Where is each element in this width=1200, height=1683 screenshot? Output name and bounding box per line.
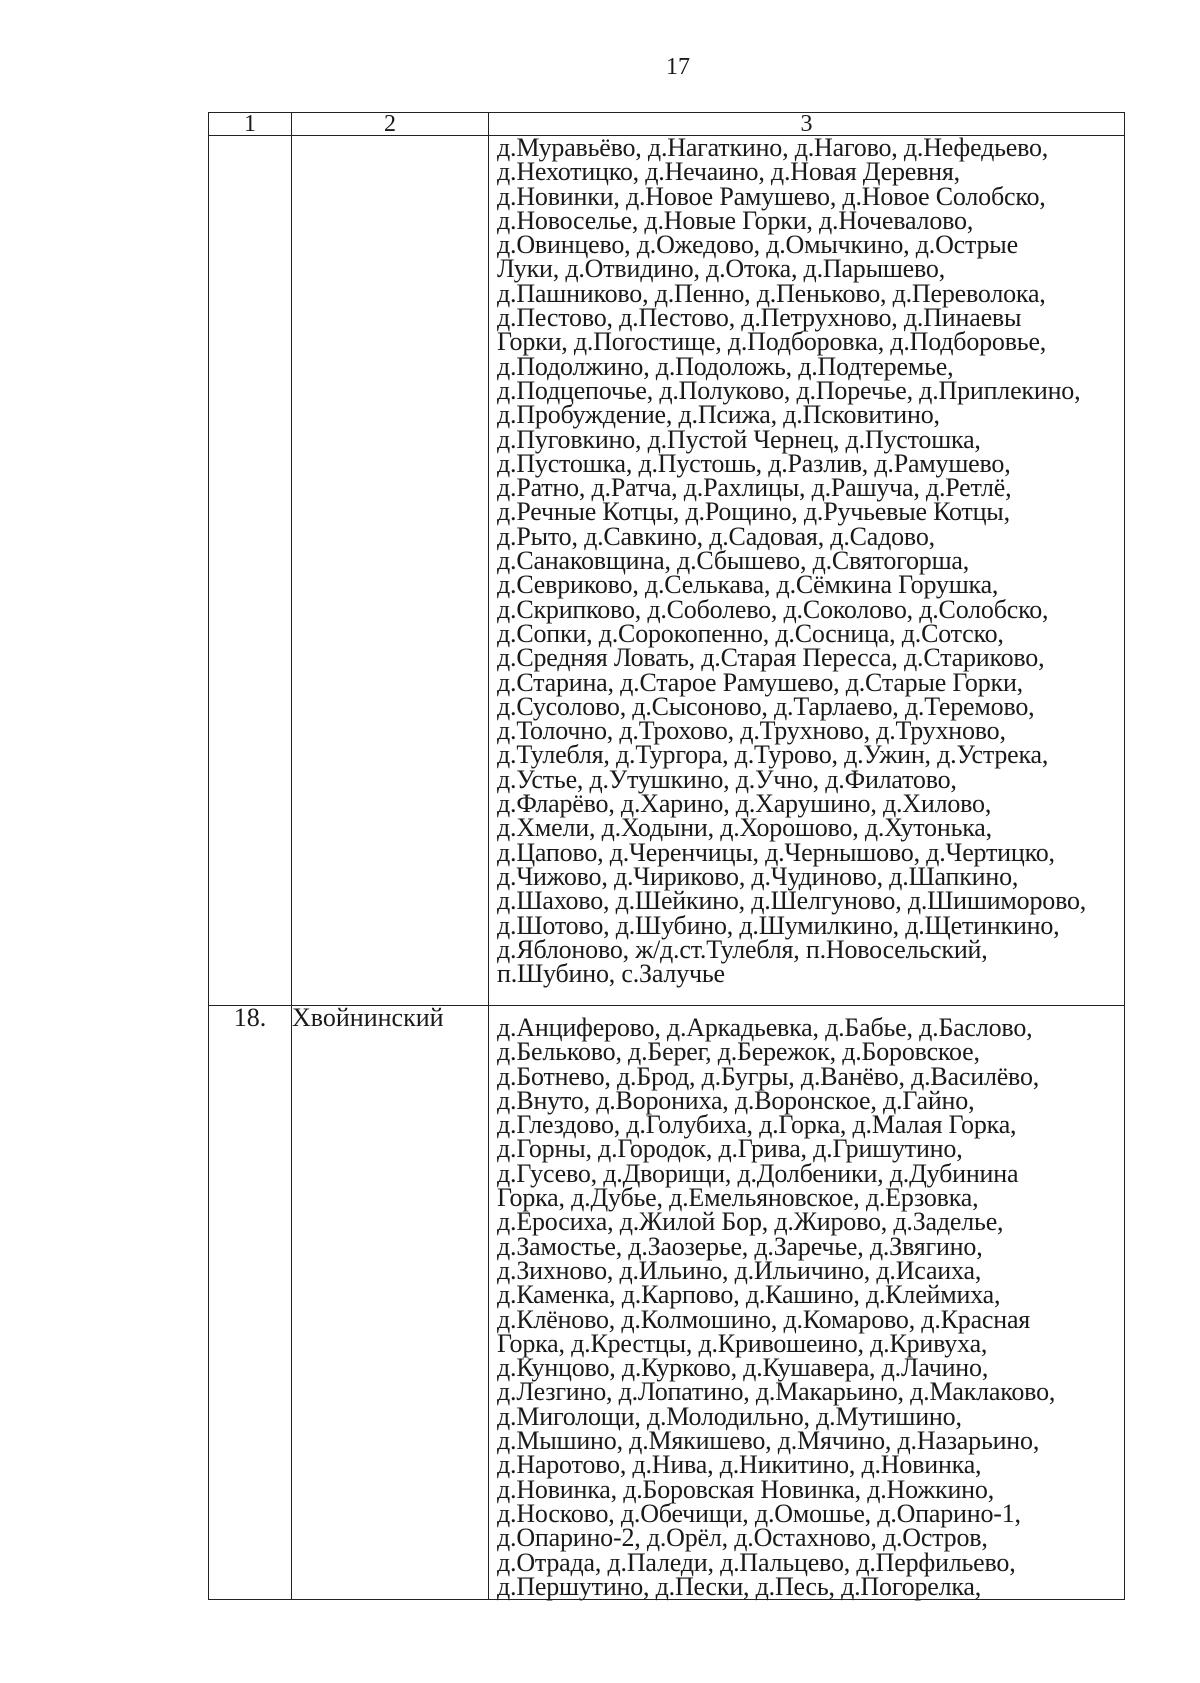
settlement-line: Горка, д.Дубье, д.Емельяновское, д.Ерзовка, [497, 1183, 979, 1213]
settlement-line: д.Нехотицко, д.Нечаино, д.Новая Деревня, [497, 157, 960, 187]
settlement-line: д.Пестово, д.Пестово, д.Петрухново, д.Пинаевы [497, 303, 1022, 333]
table-row [209, 136, 1125, 1006]
settlement-line: д.Мышино, д.Мякишево, д.Мячино, д.Назарьино, [497, 1426, 1040, 1456]
settlement-line: д.Ботнево, д.Брод, д.Бугры, д.Ванёво, д.Василёво, [497, 1061, 1040, 1091]
district-name: Хвойнинский [292, 1006, 489, 1600]
settlement-line: д.Ратно, д.Ратча, д.Рахлицы, д.Рашуча, д.Ретлё, [497, 473, 1012, 503]
settlements-cell [489, 1006, 1125, 1600]
page-number: 17 [666, 54, 690, 80]
settlement-line: д.Яблоново, ж/д.ст.Тулебля, п.Новосельский, [497, 934, 988, 964]
table-row [209, 1006, 1125, 1600]
settlement-line: д.Средняя Ловать, д.Старая Пересса, д.Стариково, [497, 643, 1045, 673]
settlement-line: д.Зихново, д.Ильино, д.Ильичино, д.Исаиха, [497, 1255, 982, 1285]
settlement-line: д.Речные Котцы, д.Рощино, д.Ручьевые Котцы, [497, 497, 1010, 527]
settlement-line: д.Хмели, д.Ходыни, д.Хорошово, д.Хутонька, [497, 813, 992, 843]
settlement-line: д.Новинка, д.Боровская Новинка, д.Ножкино, [497, 1474, 994, 1504]
settlement-line: д.Внуто, д.Ворониха, д.Воронское, д.Гайно, [497, 1085, 975, 1115]
settlement-line: д.Пуговкино, д.Пустой Чернец, д.Пустошка, [497, 424, 981, 454]
settlements-list [489, 133, 1124, 989]
settlement-line: Горка, д.Крестцы, д.Кривошеино, д.Кривуха, [497, 1328, 988, 1358]
row-number: 18. [209, 1006, 292, 1600]
settlement-line: д.Гусево, д.Дворищи, д.Долбеники, д.Дубинина [497, 1158, 1019, 1188]
settlement-line: д.Новоселье, д.Новые Горки, д.Ночевалово, [497, 205, 974, 235]
settlement-line: Горки, д.Погостище, д.Подборовка, д.Подборовье, [497, 327, 1047, 357]
settlement-line: д.Пробуждение, д.Псижа, д.Псковитино, [497, 400, 940, 430]
settlement-line: д.Отрада, д.Паледи, д.Пальцево, д.Перфильево, [497, 1547, 1016, 1577]
settlement-line: д.Рыто, д.Савкино, д.Садовая, д.Садово, [497, 521, 935, 551]
header-col-2: 2 [292, 113, 489, 136]
settlement-line: д.Анциферово, д.Аркадьевка, д.Бабье, д.Баслово, [497, 1013, 1033, 1042]
settlements-table [208, 112, 1125, 1600]
settlement-line: д.Замостье, д.Заозерье, д.Заречье, д.Звягино, [497, 1231, 983, 1261]
settlement-line: д.Подолжино, д.Подоложь, д.Подтеремье, [497, 351, 954, 381]
settlement-line: д.Чижово, д.Чириково, д.Чудиново, д.Шапкино, [497, 861, 1019, 891]
settlement-line: д.Овинцево, д.Ожедово, д.Омычкино, д.Острые [497, 230, 1018, 260]
settlement-line: д.Еросиха, д.Жилой Бор, д.Жирово, д.Заделье, [497, 1207, 1004, 1237]
settlement-line: д.Клёново, д.Колмошино, д.Комарово, д.Красная [497, 1304, 1031, 1334]
settlement-line: д.Старина, д.Старое Рамушево, д.Старые Горки, [497, 667, 1023, 697]
settlement-line: д.Носково, д.Обечищи, д.Омошье, д.Опарино-1, [497, 1498, 1021, 1528]
settlement-line: д.Фларёво, д.Харино, д.Харушино, д.Хилово, [497, 789, 992, 819]
settlement-line: д.Лезгино, д.Лопатино, д.Макарьино, д.Маклаково, [497, 1377, 1056, 1407]
settlement-line: д.Першутино, д.Пески, д.Песь, д.Погорелка, [497, 1571, 982, 1601]
settlement-line: д.Сопки, д.Сорокопенно, д.Сосница, д.Сотско, [497, 618, 1004, 648]
settlement-line: д.Глездово, д.Голубиха, д.Горка, д.Малая Горка, [497, 1110, 1017, 1140]
settlement-line: д.Наротово, д.Нива, д.Никитино, д.Новинка, [497, 1450, 982, 1480]
settlement-line: д.Сусолово, д.Сысоново, д.Тарлаево, д.Теремово, [497, 691, 1035, 721]
settlement-line: д.Бельково, д.Берег, д.Бережок, д.Боровское, [497, 1037, 980, 1067]
settlement-line: д.Подцепочье, д.Полуково, д.Поречье, д.Приплекино, [497, 375, 1081, 405]
settlement-line: д.Устье, д.Утушкино, д.Учно, д.Филатово, [497, 764, 957, 794]
district-name [292, 136, 489, 1006]
settlement-line: д.Санаковщина, д.Сбышево, д.Святогорша, [497, 546, 970, 576]
settlement-line: д.Новинки, д.Новое Рамушево, д.Новое Солобско, [497, 181, 1046, 211]
settlement-line: д.Шотово, д.Шубино, д.Шумилкино, д.Щетинкино, [497, 910, 1060, 940]
settlement-line: д.Муравьёво, д.Нагаткино, д.Нагово, д.Нефедьево, [497, 133, 1049, 162]
header-col-1: 1 [209, 113, 292, 136]
settlement-line: д.Горны, д.Городок, д.Грива, д.Гришутино, [497, 1134, 963, 1164]
settlement-line: п.Шубино, с.Залучье [497, 959, 725, 989]
settlement-line: д.Каменка, д.Карпово, д.Кашино, д.Клеймиха, [497, 1280, 1001, 1310]
settlement-line: д.Миголощи, д.Молодильно, д.Мутишино, [497, 1401, 962, 1431]
row-number [209, 136, 292, 1006]
settlement-line: д.Опарино-2, д.Орёл, д.Остахново, д.Остров, [497, 1523, 988, 1553]
settlement-line: д.Тулебля, д.Тургора, д.Турово, д.Ужин, д.Устрека, [497, 740, 1049, 770]
settlement-line: д.Пашниково, д.Пенно, д.Пеньково, д.Переволока, [497, 278, 1046, 308]
header-col-3: 3 [489, 113, 1125, 136]
settlement-line: д.Толочно, д.Трохово, д.Трухново, д.Трухново, [497, 716, 1006, 746]
settlements-list [489, 1006, 1124, 1599]
settlement-line: д.Кунцово, д.Курково, д.Кушавера, д.Лачино, [497, 1353, 989, 1383]
settlement-line: д.Цапово, д.Черенчицы, д.Чернышово, д.Чертицко, [497, 837, 1055, 867]
settlement-line: д.Шахово, д.Шейкино, д.Шелгуново, д.Шишиморово, [497, 886, 1087, 916]
settlements-cell [489, 133, 1125, 1006]
settlement-line: д.Пустошка, д.Пустошь, д.Разлив, д.Рамушево, [497, 448, 1011, 478]
settlement-line: д.Скрипково, д.Соболево, д.Соколово, д.Солобско, [497, 594, 1049, 624]
settlement-line: Луки, д.Отвидино, д.Отока, д.Парышево, [497, 254, 946, 284]
settlement-line: д.Севриково, д.Селькава, д.Сёмкина Горушка, [497, 570, 999, 600]
